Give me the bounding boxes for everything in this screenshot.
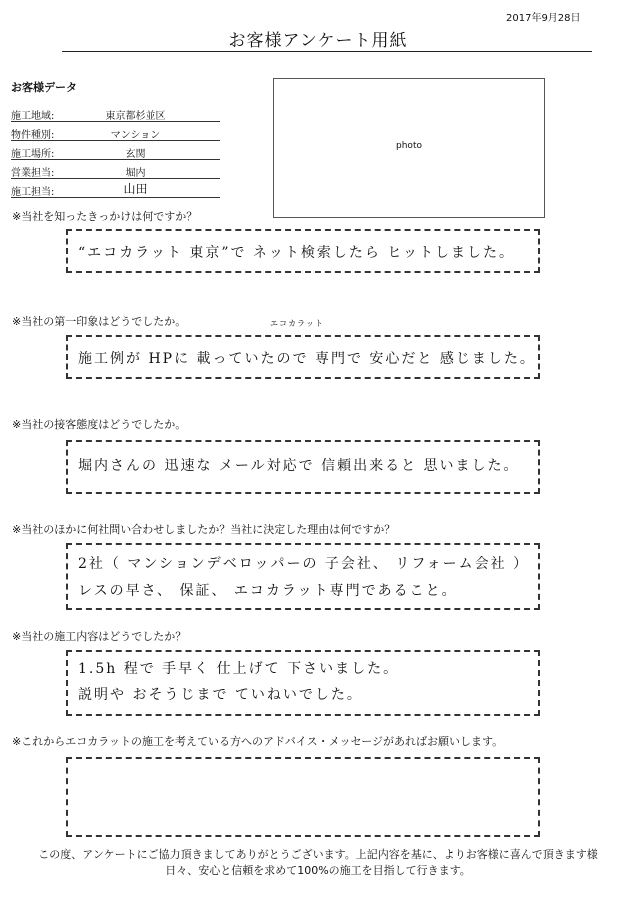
handwritten-answer: “エコカラット 東京”で ネット検索したら ヒットしました。 — [78, 245, 515, 261]
handwritten-answer: 堀内さんの 迅速な メール対応で 信頼出来ると 思いました。 — [78, 458, 520, 474]
survey-date: 2017年9月28日 — [506, 13, 581, 24]
answer-box-advice — [66, 757, 540, 837]
page-title: お客様アンケート用紙 — [228, 31, 408, 51]
handwritten-answer-line-2: レスの早さ、 保証、 エコカラット専門であること。 — [78, 583, 458, 599]
row-value: 堀内 — [125, 168, 146, 179]
row-label: 営業担当: — [11, 168, 55, 179]
customer-row-sales-rep — [11, 161, 220, 179]
answer-box-other-companies — [66, 543, 540, 610]
photo-label: photo — [396, 141, 422, 151]
closing-message — [0, 847, 636, 879]
answer-box-work-quality — [66, 650, 540, 716]
row-label: 物件種別: — [11, 130, 55, 141]
title-divider — [62, 51, 592, 52]
row-label: 施工場所: — [11, 149, 55, 160]
customer-row-area — [11, 104, 220, 122]
handwritten-answer-line-2: 説明や おそうじまで ていねいでした。 — [78, 687, 363, 703]
row-label: 施工地域: — [11, 111, 55, 122]
row-value: 玄関 — [125, 149, 146, 160]
customer-row-location — [11, 142, 220, 160]
photo-placeholder — [273, 78, 545, 218]
closing-line-2: 日々、安心と信頼を求めて100%の施工を目指して行きます。 — [165, 864, 471, 877]
question-service-attitude: ※当社の接客態度はどうでしたか。 — [12, 418, 187, 431]
row-value: 東京都杉並区 — [105, 111, 166, 122]
handwritten-answer-line-1: 1.5h 程で 手早く 仕上げて 下さいました。 — [78, 661, 400, 677]
closing-line-1: この度、アンケートにご協力頂きましてありがとうございます。上記内容を基に、よりお客様に喜んで頂きます様 — [38, 848, 598, 861]
handwritten-answer: 施工例が HPに 載っていたので 専門で 安心だと 感じました。 — [78, 351, 536, 367]
question-work-quality: ※当社の施工内容はどうでしたか？ — [12, 630, 187, 643]
question-first-impression: ※当社の第一印象はどうでしたか。 — [12, 315, 187, 328]
answer-box-first-impression — [66, 335, 540, 379]
question-how-found: ※当社を知ったきっかけは何ですか？ — [12, 210, 198, 223]
row-value: マンション — [110, 130, 161, 141]
customer-row-property-type — [11, 123, 220, 141]
answer-box-service-attitude — [66, 440, 540, 494]
customer-row-installer — [11, 180, 220, 198]
row-value-handwritten: 山田 — [123, 182, 148, 196]
handwritten-annotation: エコカラット — [270, 319, 324, 328]
customer-data-heading: お客様データ — [11, 81, 77, 94]
question-other-companies: ※当社のほかに何社問い合わせしましたか？当社に決定した理由は何ですか？ — [12, 523, 396, 536]
question-advice: ※これからエコカラットの施工を考えている方へのアドバイス・メッセージがあればお願いします。 — [12, 735, 504, 748]
row-label: 施工担当: — [11, 187, 55, 198]
answer-box-how-found — [66, 229, 540, 273]
handwritten-answer-line-1: 2社（ マンションデベロッパーの 子会社、 リフォーム会社 ） — [78, 556, 530, 572]
